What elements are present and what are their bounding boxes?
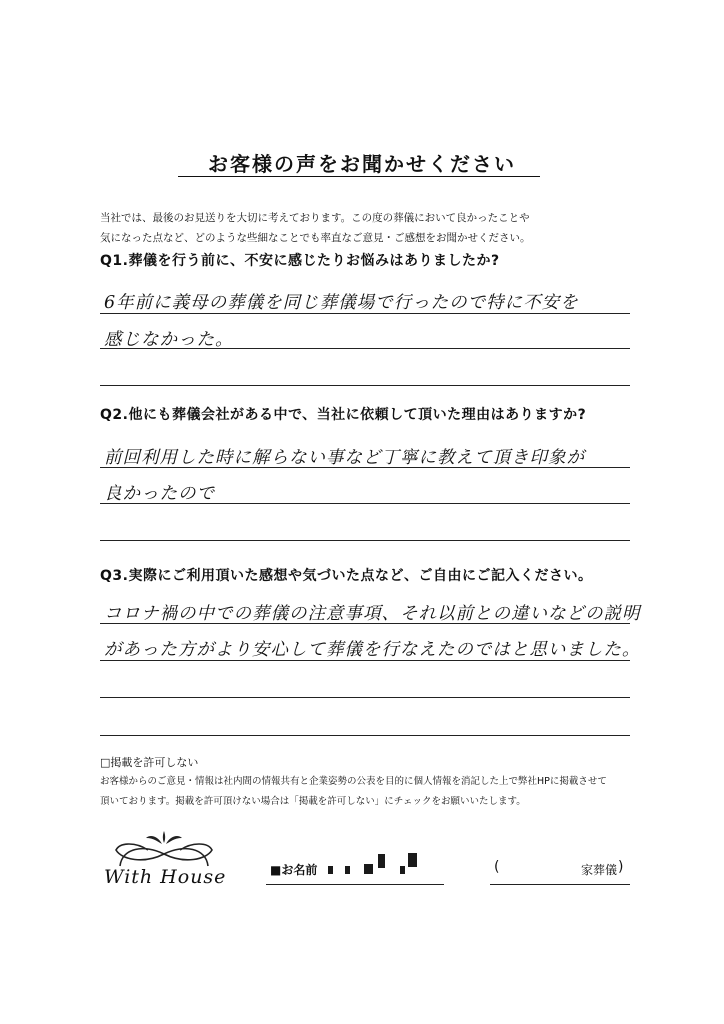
name-underline (266, 884, 444, 885)
family-name-paren-close: ) (618, 859, 624, 875)
answer-1-line-1: 6年前に義母の葬儀を同じ葬儀場で行ったので特に不安を (104, 293, 579, 313)
answer-3-rule-3 (100, 697, 630, 698)
answer-3-line-2: があった方がより安心して葬儀を行なえたのではと思いました。 (104, 640, 641, 660)
page-title: お客様の声をお聞かせください (208, 152, 516, 176)
intro-line-2: 気になった点など、どのような些細なことでも率直なご意見・ご感想をお聞かせください。 (100, 232, 531, 244)
answer-3-rule-2 (100, 660, 630, 661)
family-name-paren-open: ( (494, 859, 500, 875)
notice-line-2: 頂いております。掲載を許可頂けない場合は「掲載を許可しない」にチェックをお願いいたします。 (100, 796, 526, 807)
notice-line-1: お客様からのご意見・情報は社内間の情報共有と企業姿勢の公表を目的に個人情報を消記した上で弊社HPに掲載させて (100, 776, 607, 787)
answer-3-rule-1 (100, 623, 630, 624)
answer-2-rule-3 (100, 540, 630, 541)
answer-1-rule-2 (100, 348, 630, 349)
family-name-underline (490, 884, 630, 885)
redacted-name-block (364, 864, 373, 874)
redacted-name-block (328, 866, 333, 874)
answer-2-line-2: 良かったので (104, 484, 215, 504)
answer-3-rule-4 (100, 735, 630, 736)
answer-2-line-1: 前回利用した時に解らない事など丁寧に教えて頂き印象が (104, 448, 585, 468)
answer-1-rule-3 (100, 385, 630, 386)
redacted-name-block (378, 854, 385, 868)
with-house-logo-icon (100, 826, 240, 870)
answer-1-line-2: 感じなかった。 (104, 330, 234, 350)
redacted-name-block (345, 866, 350, 874)
title-underline (178, 176, 540, 177)
question-2-label: Q2.他にも葬儀会社がある中で、当社に依頼して頂いた理由はありますか? (100, 407, 587, 423)
answer-1-rule-1 (100, 313, 630, 314)
answer-3-line-1: コロナ禍の中での葬儀の注意事項、それ以前との違いなどの説明 (104, 604, 641, 624)
question-3-label: Q3.実際にご利用頂いた感想や気づいた点など、ご自由にご記入ください。 (100, 568, 593, 584)
publish-notice (100, 772, 640, 812)
intro-text (100, 208, 640, 248)
redacted-name-block (408, 853, 417, 867)
family-funeral-label: 家葬儀 (581, 863, 618, 877)
redacted-name-block (400, 866, 405, 874)
answer-2-rule-2 (100, 503, 630, 504)
name-label: ■お名前 (270, 863, 318, 877)
intro-line-1: 当社では、最後のお見送りを大切に考えております。この度の葬儀において良かったことや (100, 212, 530, 224)
answer-2-rule-1 (100, 467, 630, 468)
question-1-label: Q1.葬儀を行う前に、不安に感じたりお悩みはありましたか? (100, 253, 500, 269)
no-publish-checkbox[interactable]: □掲載を許可しない (100, 756, 199, 769)
logo-text: With House (104, 866, 227, 888)
